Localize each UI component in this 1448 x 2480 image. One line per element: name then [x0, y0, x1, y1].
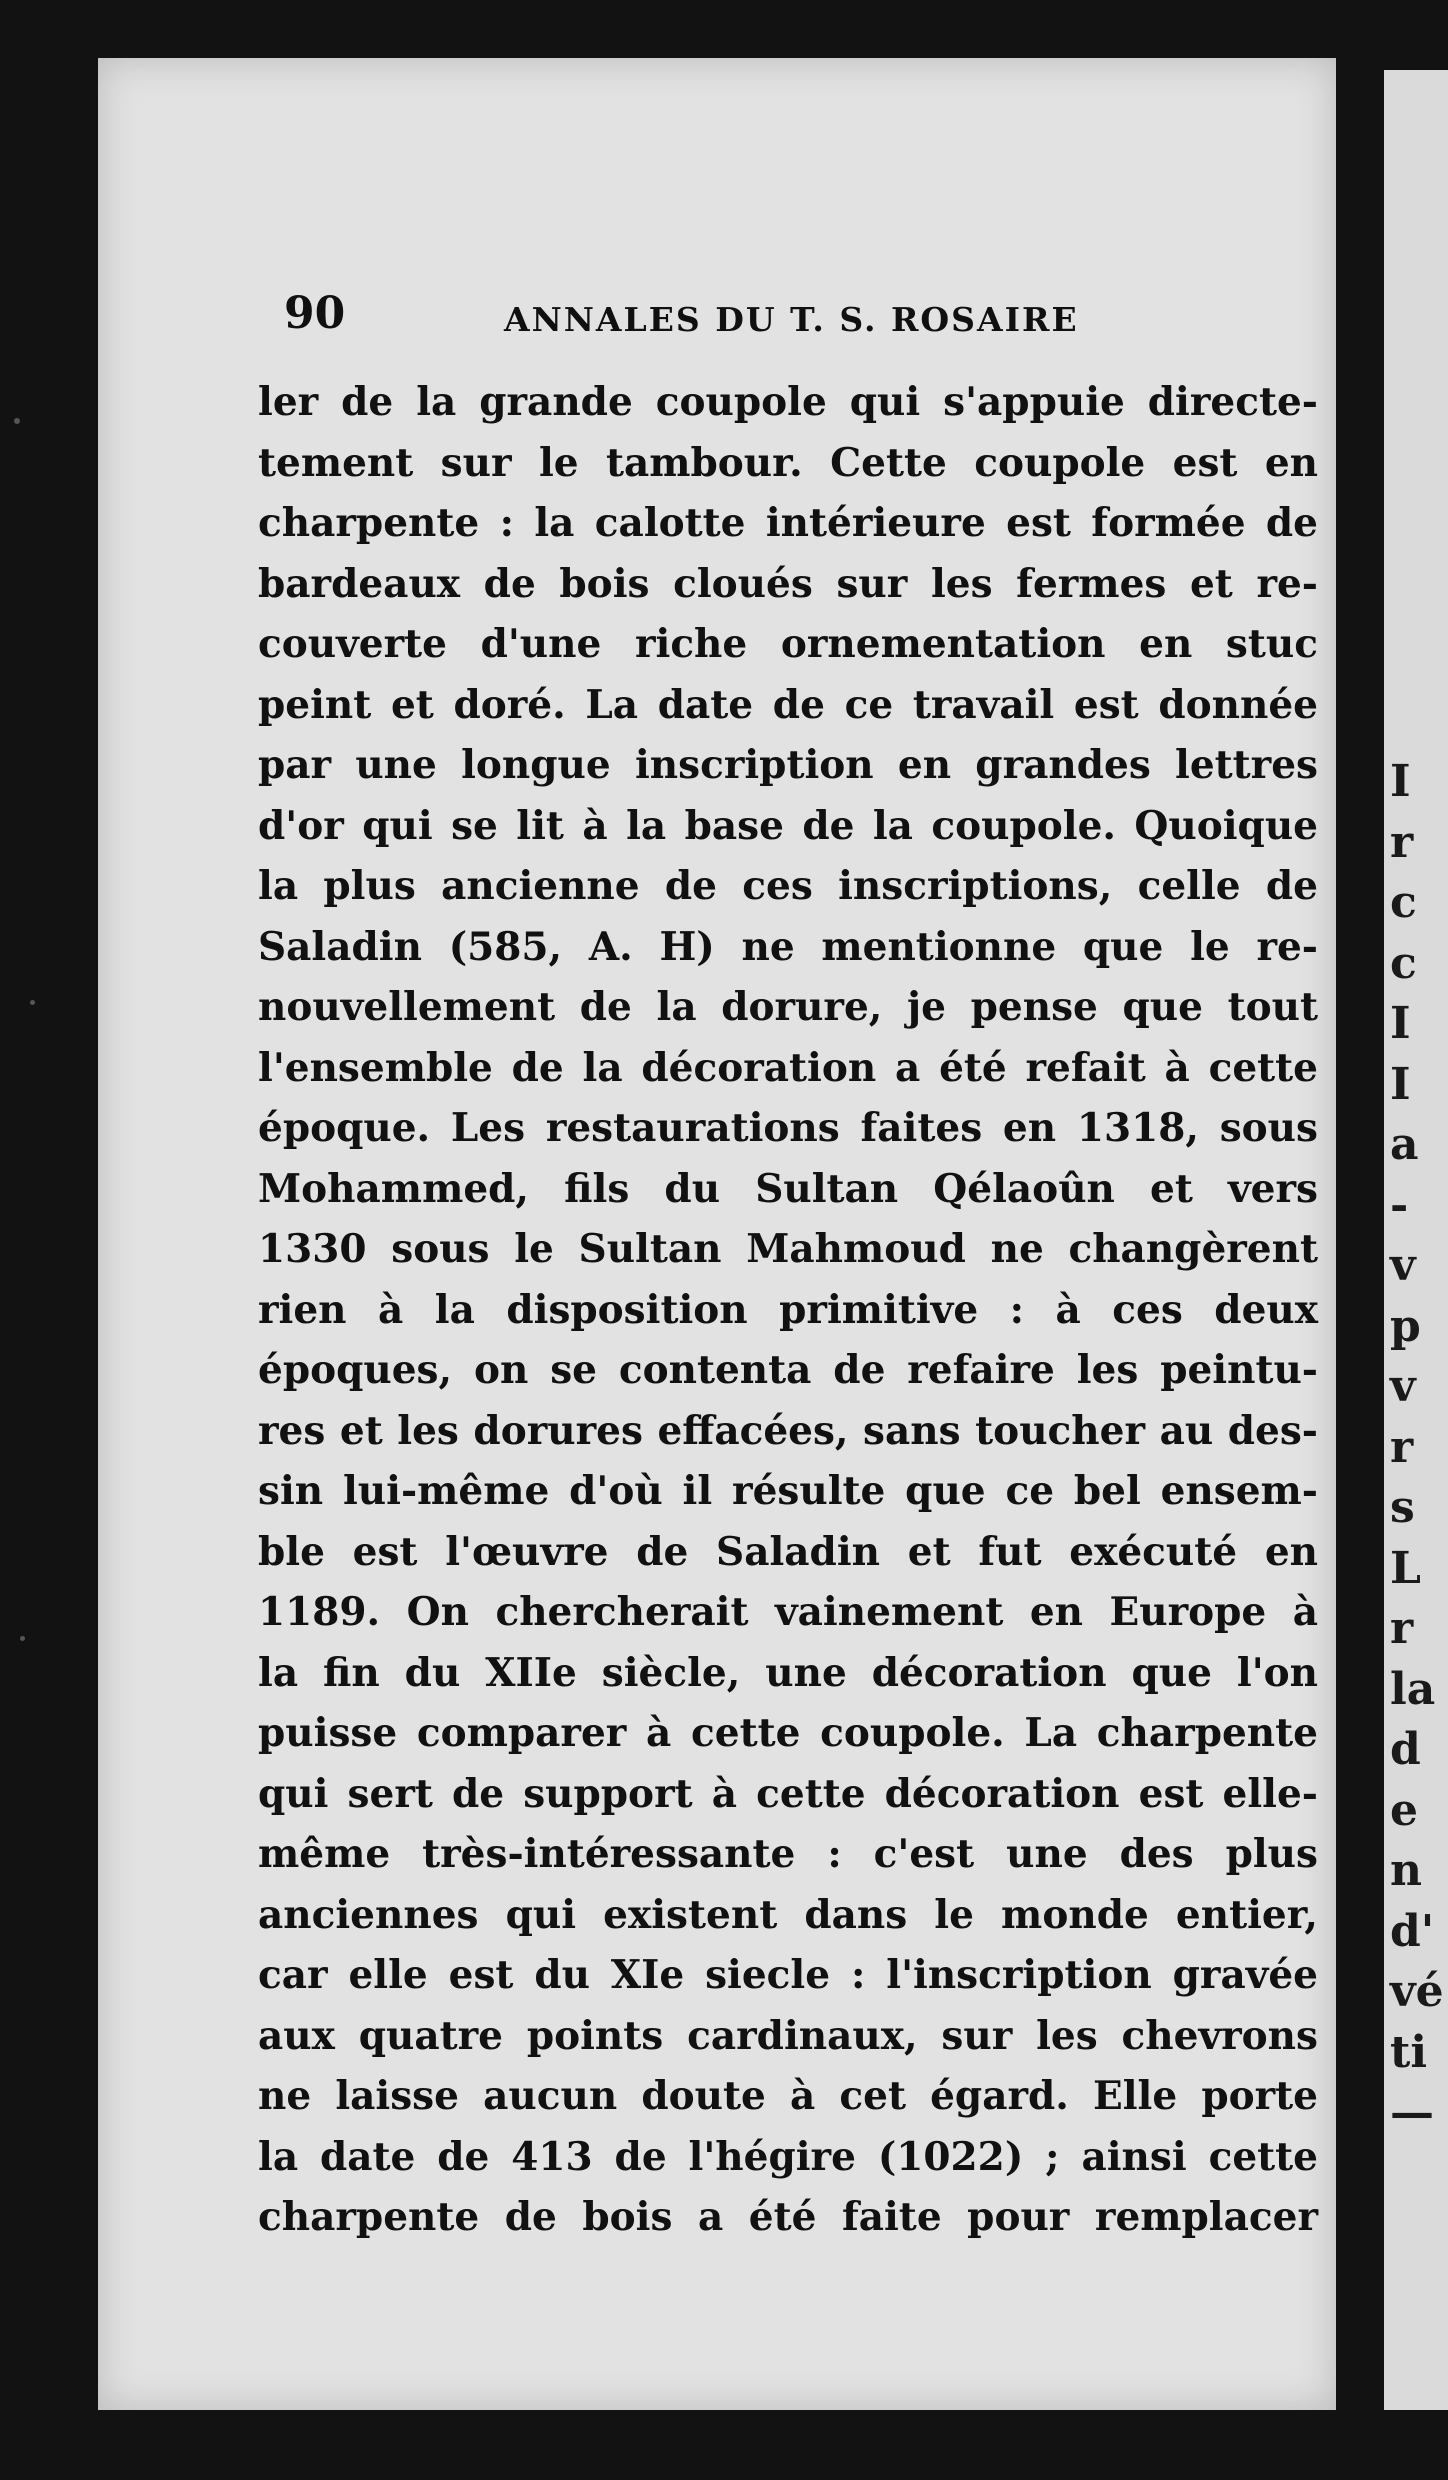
scan-speck — [14, 418, 20, 424]
adjacent-page-letter: v — [1390, 1240, 1416, 1291]
text-line: ble est l'œuvre de Saladin et fut exécuté en — [258, 1528, 1318, 1575]
adjacent-page-letter: p — [1390, 1300, 1421, 1352]
adjacent-page-letter: v — [1390, 1361, 1416, 1412]
text-line: charpente de bois a été faite pour remplacer — [258, 2194, 1318, 2240]
adjacent-page-letter: d' — [1390, 1905, 1435, 1957]
text-line: Mohammed, fils du Sultan Qélaoûn et vers — [258, 1165, 1318, 1212]
adjacent-page-letter: r — [1390, 1603, 1414, 1654]
adjacent-page-letter: d — [1390, 1724, 1421, 1775]
adjacent-page-letter: I — [1390, 1058, 1411, 1110]
text-line: la plus ancienne de ces inscriptions, celle de — [258, 863, 1318, 909]
adjacent-page-letter: - — [1390, 1179, 1409, 1231]
text-line: nouvellement de la dorure, je pense que tout — [258, 984, 1318, 1030]
text-line: la fin du XIIe siècle, une décoration que l'on — [258, 1649, 1318, 1696]
adjacent-page-letter: e — [1390, 1784, 1418, 1836]
adjacent-page-letter: r — [1390, 1421, 1414, 1473]
body-text — [258, 372, 1318, 2248]
adjacent-page-letter: I — [1390, 998, 1411, 1049]
text-line: ler de la grande coupole qui s'appuie directe- — [258, 379, 1318, 425]
adjacent-page-letter: vé — [1390, 1966, 1444, 2017]
text-line: par une longue inscription en grandes lettres — [258, 742, 1318, 788]
text-line: tement sur le tambour. Cette coupole est en — [258, 439, 1318, 486]
text-line: puisse comparer à cette coupole. La charpente — [258, 1710, 1318, 1756]
adjacent-page-letter: c — [1390, 937, 1417, 989]
text-line: l'ensemble de la décoration a été refait à cette — [258, 1044, 1318, 1091]
adjacent-page-letter: r — [1390, 816, 1414, 868]
adjacent-page-letter: la — [1390, 1663, 1436, 1715]
text-line: époques, on se contenta de refaire les peintu- — [258, 1347, 1318, 1393]
adjacent-page-letter: ti — [1390, 2026, 1428, 2078]
text-line: d'or qui se lit à la base de la coupole. Quoique — [258, 802, 1318, 849]
text-line: qui sert de support à cette décoration est elle- — [258, 1770, 1318, 1817]
text-line: Saladin (585, A. H) ne mentionne que le re- — [258, 923, 1318, 970]
text-line: couverte d'une riche ornementation en stuc — [258, 621, 1318, 667]
text-line: ne laisse aucun doute à cet égard. Elle porte — [258, 2073, 1318, 2119]
scan-speck — [30, 1000, 35, 1005]
text-line: époque. Les restaurations faites en 1318, sous — [258, 1105, 1318, 1151]
text-line: aux quatre points cardinaux, sur les chevrons — [258, 2012, 1318, 2059]
text-line: charpente : la calotte intérieure est formée de — [258, 500, 1318, 546]
page-number: 90 — [284, 288, 346, 339]
adjacent-page-letter: a — [1390, 1119, 1419, 1170]
running-title: ANNALES DU T. S. ROSAIRE — [504, 300, 1079, 339]
text-line: anciennes qui existent dans le monde entier, — [258, 1891, 1318, 1938]
text-line: car elle est du XIe siecle : l'inscription gravée — [258, 1952, 1318, 1998]
adjacent-page-letter: c — [1390, 877, 1417, 928]
running-head — [284, 288, 1104, 348]
text-line: 1330 sous le Sultan Mahmoud ne changèrent — [258, 1226, 1318, 1272]
adjacent-page-edge — [1384, 70, 1448, 2410]
adjacent-page-letter: n — [1390, 1845, 1422, 1896]
text-line: res et les dorures effacées, sans toucher au des- — [258, 1407, 1318, 1454]
text-line: peint et doré. La date de ce travail est donnée — [258, 681, 1318, 728]
text-line: même très-intéressante : c'est une des plus — [258, 1831, 1318, 1877]
text-line: bardeaux de bois cloués sur les fermes et re- — [258, 560, 1318, 607]
adjacent-page-letter: L — [1390, 1542, 1421, 1594]
scan-speck — [20, 1636, 25, 1641]
adjacent-page-letter: — — [1390, 2087, 1434, 2138]
text-line: la date de 413 de l'hégire (1022) ; ainsi cette — [258, 2133, 1318, 2180]
text-line: rien à la disposition primitive : à ces deux — [258, 1286, 1318, 1333]
text-line: 1189. On chercherait vainement en Europe à — [258, 1589, 1318, 1635]
adjacent-page-letter: I — [1390, 756, 1411, 807]
text-line: sin lui-même d'où il résulte que ce bel ensem- — [258, 1468, 1318, 1514]
adjacent-page-letter: s — [1390, 1482, 1415, 1533]
